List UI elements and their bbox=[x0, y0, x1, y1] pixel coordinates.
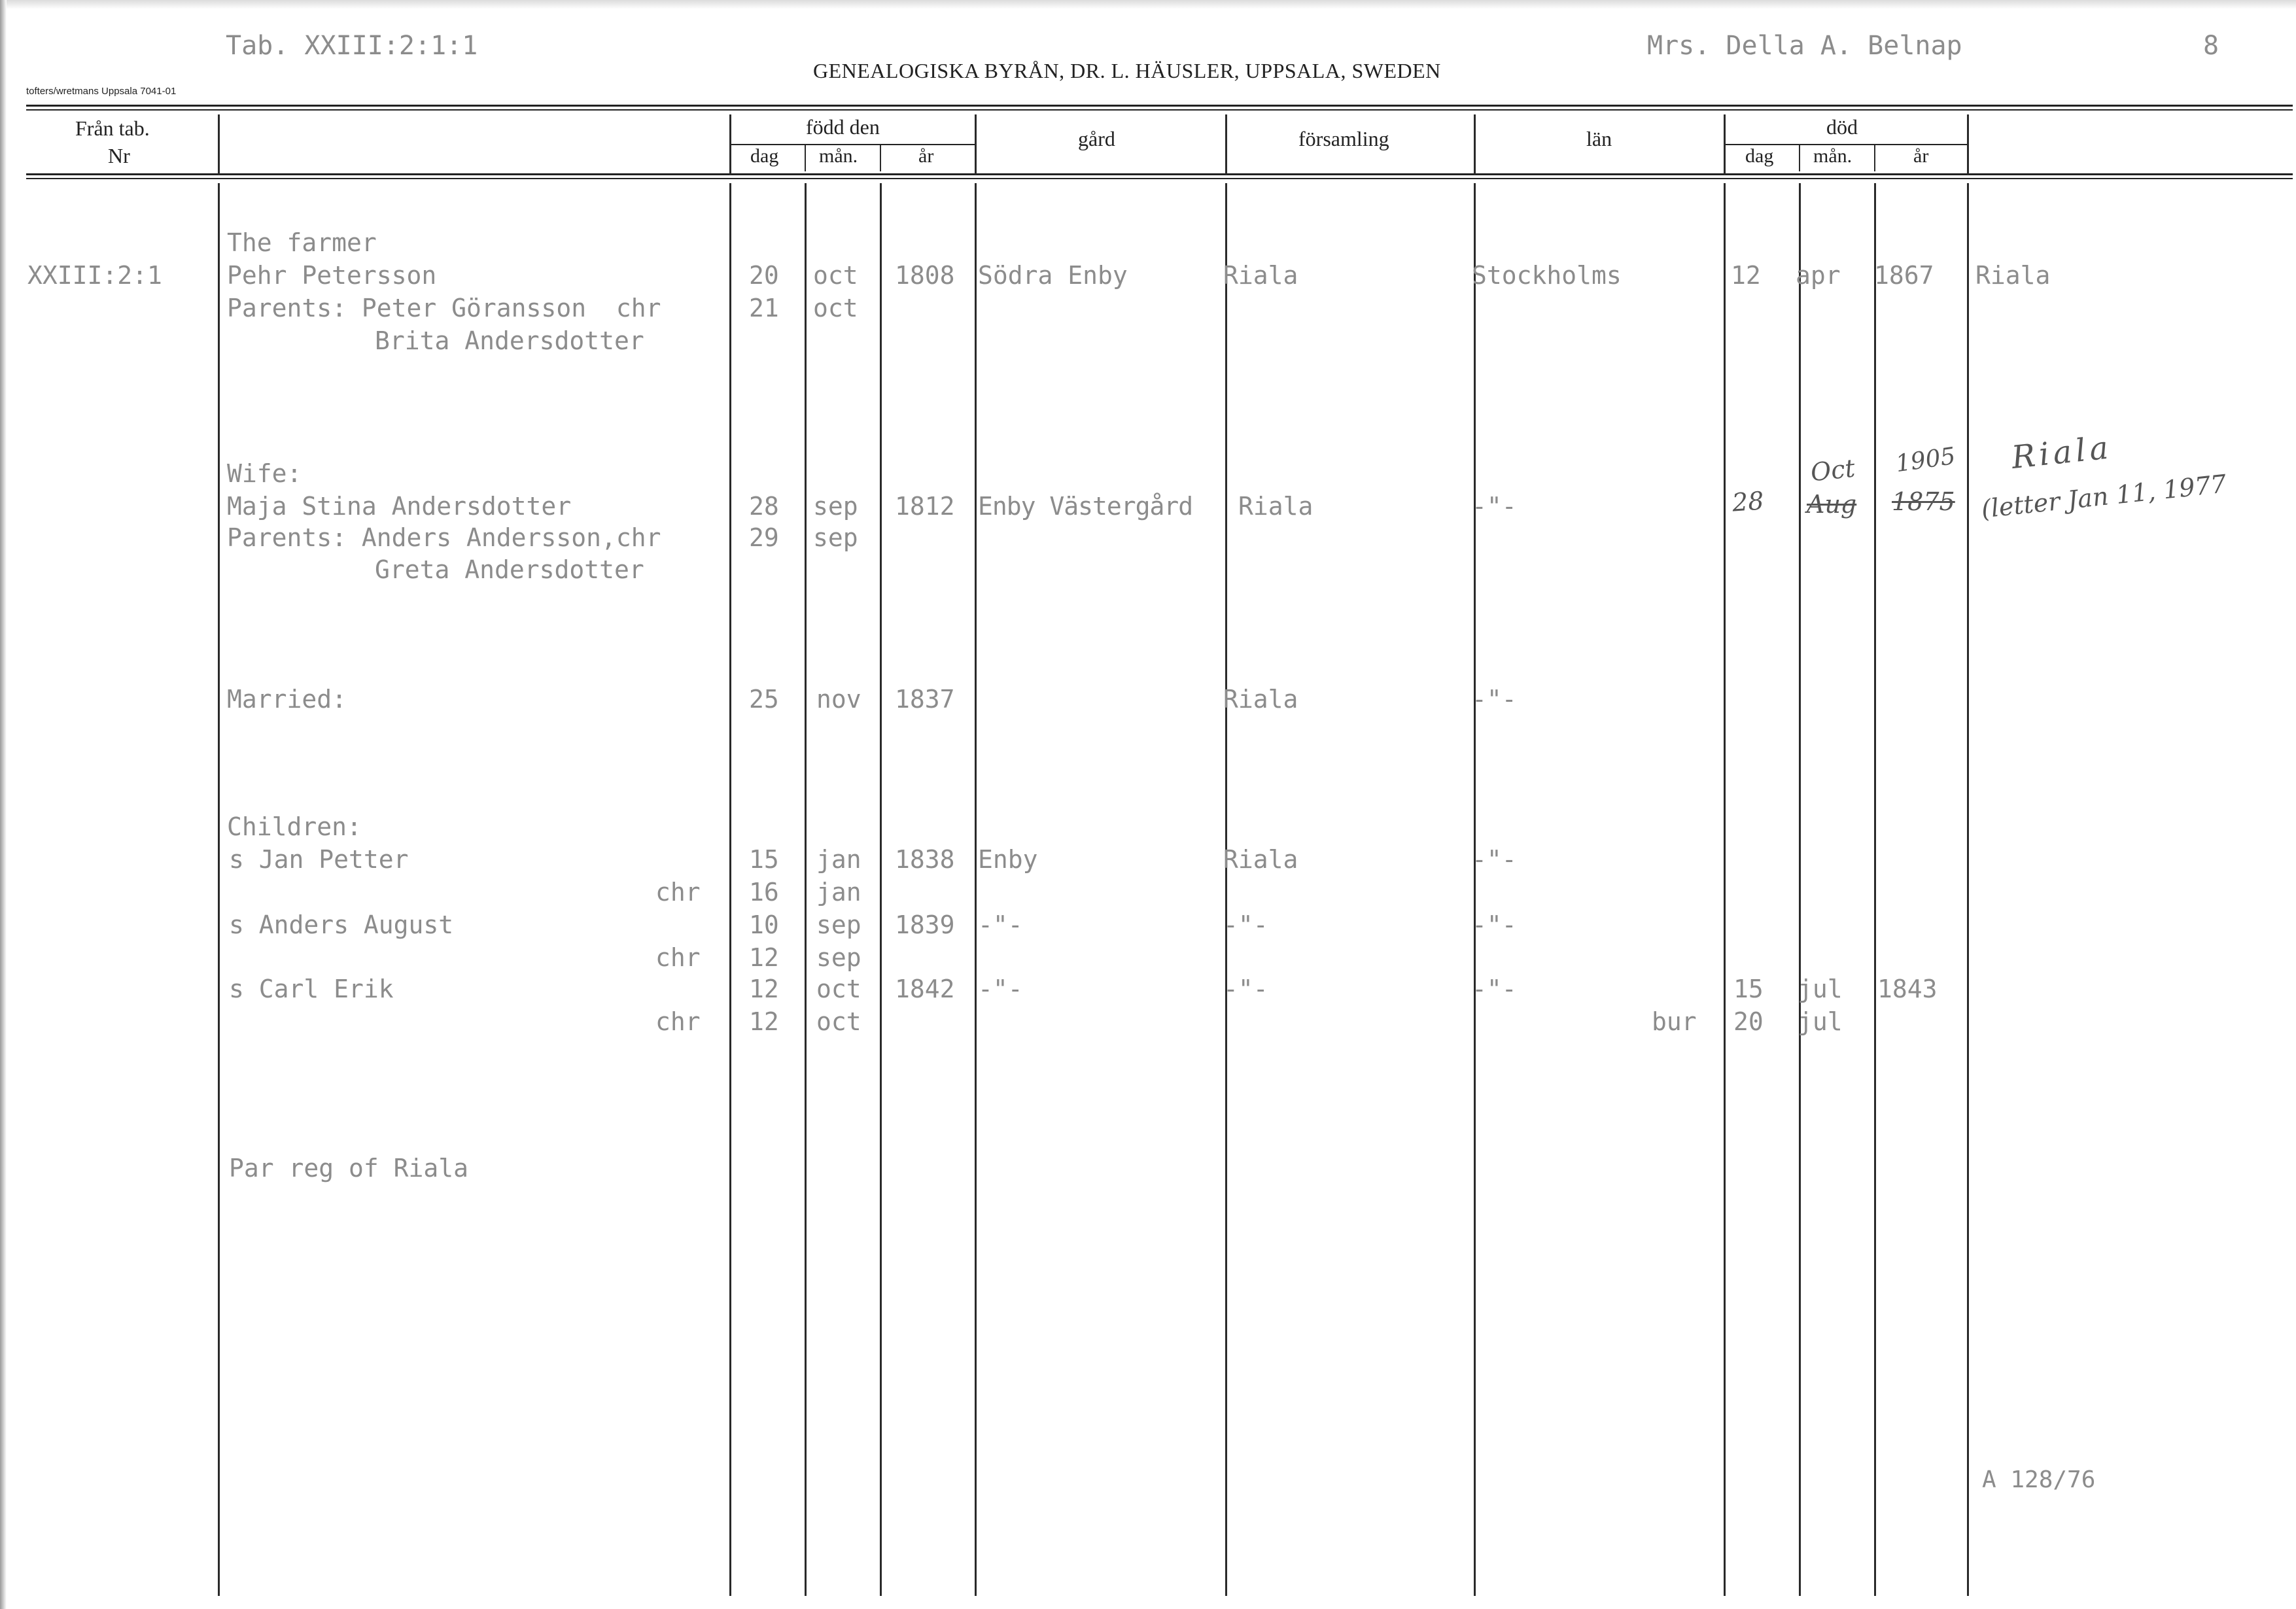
wife-parish: Riala bbox=[1238, 492, 1313, 521]
hdr-sep-5 bbox=[1474, 114, 1476, 175]
child-chr-label: chr bbox=[655, 943, 701, 972]
married-parish: Riala bbox=[1223, 685, 1298, 714]
husband-farm: Södra Enby bbox=[978, 261, 1128, 290]
child-born-day: 15 bbox=[749, 845, 779, 874]
wife-parents-1: Parents: Anders Andersson,chr bbox=[227, 523, 661, 552]
husband-parish: Riala bbox=[1223, 261, 1298, 290]
header-rule-bottom-2 bbox=[26, 178, 2293, 179]
husband-chr-month: oct bbox=[813, 294, 858, 322]
child-parish: -"- bbox=[1223, 975, 1268, 1003]
hdr-sep-7 bbox=[1967, 114, 1969, 175]
married-year: 1837 bbox=[895, 685, 955, 714]
child-born-year: 1838 bbox=[895, 845, 955, 874]
client-name: Mrs. Della A. Belnap bbox=[1647, 31, 1962, 61]
child-born-month: oct bbox=[816, 975, 861, 1003]
child-name: s Anders August bbox=[229, 910, 454, 939]
col-nr: Nr bbox=[108, 144, 130, 167]
header-rule-bottom bbox=[26, 173, 2293, 175]
wife-label: Wife: bbox=[227, 459, 302, 488]
body-col-line-5 bbox=[975, 183, 977, 1596]
tab-reference: Tab. XXIII:2:1:1 bbox=[226, 31, 478, 61]
hdr-sub-1 bbox=[805, 145, 806, 171]
wife-parents-2: Greta Andersdotter bbox=[375, 555, 644, 584]
col-from-tab: Från tab. bbox=[75, 116, 150, 140]
husband-title: The farmer bbox=[227, 228, 377, 257]
child-chr-day: 12 bbox=[749, 1007, 779, 1036]
husband-died-month: apr bbox=[1796, 261, 1841, 290]
wife-name: Maja Stina Andersdotter bbox=[227, 492, 572, 521]
married-month: nov bbox=[816, 685, 861, 714]
child-bur-day: 20 bbox=[1733, 1007, 1764, 1036]
col-born-day: dag bbox=[750, 145, 779, 167]
bureau-title: GENEALOGISKA BYRÅN, DR. L. HÄUSLER, UPPSALA, SWEDEN bbox=[813, 59, 1441, 82]
child-born-month: sep bbox=[816, 910, 861, 939]
child-parish: Riala bbox=[1223, 845, 1298, 874]
child-bur-month: jul bbox=[1798, 1007, 1843, 1036]
col-county: län bbox=[1586, 127, 1612, 150]
child-chr-month: jan bbox=[816, 878, 861, 907]
col-died-year: år bbox=[1913, 145, 1929, 167]
handwritten-death-month-struck: Aug bbox=[1807, 490, 1857, 519]
child-died-month: jul bbox=[1798, 975, 1843, 1003]
wife-chr-day: 29 bbox=[749, 523, 779, 552]
hdr-sub-2 bbox=[880, 145, 881, 171]
child-born-day: 12 bbox=[749, 975, 779, 1003]
body-col-line-9 bbox=[1799, 183, 1801, 1596]
header-rule-top-2 bbox=[26, 109, 2293, 111]
body-col-line-7 bbox=[1474, 183, 1476, 1596]
child-born-month: jan bbox=[816, 845, 861, 874]
married-label: Married: bbox=[227, 685, 347, 714]
hdr-sub-3 bbox=[1799, 145, 1800, 171]
wife-born-day: 28 bbox=[749, 492, 779, 521]
handwritten-death-place: Riala bbox=[2009, 429, 2114, 476]
child-farm: Enby bbox=[978, 845, 1038, 874]
col-died-month: mån. bbox=[1813, 145, 1852, 167]
husband-name: Pehr Petersson bbox=[227, 261, 437, 290]
child-parish: -"- bbox=[1223, 910, 1268, 939]
col-born-month: mån. bbox=[819, 145, 858, 167]
children-label: Children: bbox=[227, 812, 362, 841]
child-county: -"- bbox=[1472, 975, 1517, 1003]
child-county: -"- bbox=[1472, 910, 1517, 939]
wife-county: -"- bbox=[1472, 492, 1517, 521]
body-col-line-4 bbox=[880, 183, 882, 1596]
married-county: -"- bbox=[1472, 685, 1517, 714]
child-county: -"- bbox=[1472, 845, 1517, 874]
handwritten-death-month: Oct bbox=[1809, 453, 1856, 487]
wife-born-month: sep bbox=[813, 492, 858, 521]
handwritten-death-day: 28 bbox=[1731, 486, 1765, 517]
body-col-line-2 bbox=[729, 183, 731, 1596]
husband-born-year: 1808 bbox=[895, 261, 955, 290]
hdr-sep-6 bbox=[1724, 114, 1726, 175]
married-day: 25 bbox=[749, 685, 779, 714]
child-chr-label: chr bbox=[655, 878, 701, 907]
col-farm: gård bbox=[1078, 127, 1115, 150]
child-born-day: 10 bbox=[749, 910, 779, 939]
body-col-line-11 bbox=[1967, 183, 1969, 1596]
husband-born-day: 20 bbox=[749, 261, 779, 290]
child-chr-day: 12 bbox=[749, 943, 779, 972]
scan-top-shadow bbox=[0, 0, 2296, 9]
body-col-line-10 bbox=[1874, 183, 1876, 1596]
printer-imprint: tofters/wretmans Uppsala 7041-01 bbox=[26, 86, 177, 97]
body-col-line-1 bbox=[218, 183, 220, 1596]
husband-died-place: Riala bbox=[1975, 261, 2051, 290]
wife-farm: Enby Västergård bbox=[978, 492, 1193, 521]
husband-chr-day: 21 bbox=[749, 294, 779, 322]
hdr-sub-4 bbox=[1874, 145, 1875, 171]
husband-born-month: oct bbox=[813, 261, 858, 290]
child-chr-month: sep bbox=[816, 943, 861, 972]
body-col-line-3 bbox=[805, 183, 807, 1596]
col-parish: församling bbox=[1298, 127, 1389, 150]
child-died-day: 15 bbox=[1733, 975, 1764, 1003]
source-note: Par reg of Riala bbox=[229, 1154, 469, 1183]
husband-died-day: 12 bbox=[1731, 261, 1761, 290]
husband-parents-2: Brita Andersdotter bbox=[375, 326, 644, 355]
hdr-sep-4 bbox=[1225, 114, 1227, 175]
col-born-year: år bbox=[918, 145, 934, 167]
body-col-line-6 bbox=[1225, 183, 1227, 1596]
body-col-line-8 bbox=[1724, 183, 1726, 1596]
col-died-day: dag bbox=[1745, 145, 1774, 167]
child-farm: -"- bbox=[978, 910, 1023, 939]
archive-reference: A 128/76 bbox=[1982, 1466, 2096, 1493]
page-number: 8 bbox=[2203, 31, 2219, 61]
child-farm: -"- bbox=[978, 975, 1023, 1003]
hdr-sep-1 bbox=[218, 114, 220, 175]
child-died-year: 1843 bbox=[1877, 975, 1938, 1003]
wife-born-year: 1812 bbox=[895, 492, 955, 521]
child-name: s Carl Erik bbox=[229, 975, 394, 1003]
scan-left-edge bbox=[0, 0, 7, 1609]
handwritten-death-year-struck: 1875 bbox=[1892, 487, 1955, 516]
handwritten-death-year: 1905 bbox=[1894, 442, 1957, 478]
handwritten-letter-note: (letter Jan 11, 1977 bbox=[1979, 469, 2228, 524]
child-born-year: 1839 bbox=[895, 910, 955, 939]
husband-parents-1: Parents: Peter Göransson chr bbox=[227, 294, 661, 322]
header-rule-top bbox=[26, 105, 2293, 107]
child-born-year: 1842 bbox=[895, 975, 955, 1003]
child-bur-label: bur bbox=[1652, 1007, 1697, 1036]
wife-chr-month: sep bbox=[813, 523, 858, 552]
hdr-sep-2 bbox=[729, 114, 731, 175]
col-died: död bbox=[1826, 115, 1858, 139]
child-chr-month: oct bbox=[816, 1007, 861, 1036]
husband-died-year: 1867 bbox=[1874, 261, 1934, 290]
child-name: s Jan Petter bbox=[229, 845, 409, 874]
tab-number: XXIII:2:1 bbox=[27, 261, 162, 290]
child-chr-label: chr bbox=[655, 1007, 701, 1036]
hdr-sep-3 bbox=[975, 114, 977, 175]
child-chr-day: 16 bbox=[749, 878, 779, 907]
col-born: född den bbox=[806, 115, 880, 139]
husband-county: Stockholms bbox=[1472, 261, 1622, 290]
